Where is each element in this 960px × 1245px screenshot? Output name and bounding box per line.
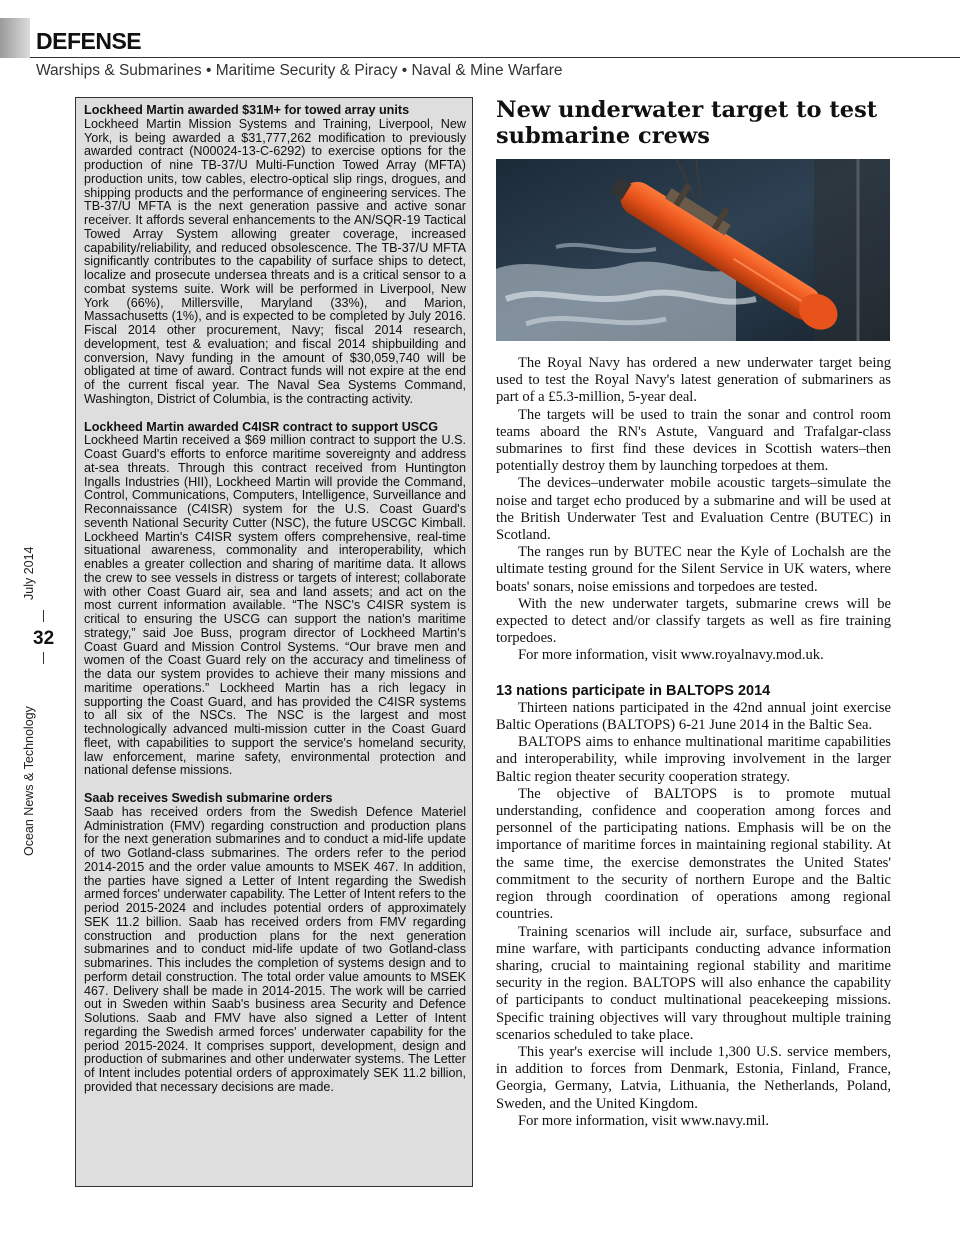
body-paragraph: For more information, visit www.royalnavy.mod.uk. — [518, 647, 824, 664]
body-paragraph: For more information, visit www.navy.mil. — [518, 1112, 770, 1129]
header-divider — [30, 57, 960, 58]
body-paragraph: This year's exercise will include 1,300 U.S. service members, in addition to forces from Denmark, Estonia, Finland, France, Georgia, Germany, Latvia, Lithuania, the Netherlands, Poland, Sweden, and the United Kingdom. — [496, 1043, 891, 1112]
body-paragraph: With the new underwater targets, submarine crews will be expected to detect and/or classify targets as well as fire training torpedoes. — [496, 595, 891, 647]
baltops-headline: 13 nations participate in BALTOPS 2014 — [496, 682, 771, 699]
sidebar-divider — [43, 610, 44, 622]
body-paragraph: The ranges run by BUTEC near the Kyle of Lochalsh are the ultimate testing ground for the Silent Service in UK waters, where boats' sonars, noise emissions and torpedoes are tested. — [496, 544, 891, 595]
publication-name: Ocean News & Technology — [22, 706, 36, 856]
body-paragraph: Thirteen nations participated in the 42nd annual joint exercise Baltic Operations (BALTOPS) 6-21 June 2014 in the Baltic Sea. — [496, 699, 891, 734]
brief-headline: Lockheed Martin awarded C4ISR contract to support USCG — [84, 419, 439, 434]
sidebar-divider — [43, 652, 44, 664]
page-sidebar — [22, 528, 62, 858]
issue-date: July 2014 — [22, 546, 36, 600]
news-briefs-box — [75, 97, 473, 1187]
brief-body: Saab has received orders from the Swedish Defence Materiel Administration (FMV) regarding construction and production plans for the next generation submarines and to conduct a mid-life update of two Gotland-class submarines. The orders refer to the period 2014-2015 and the order value amounts to MSEK 467. In addition, the parties have signed a Letter of Intent regarding the Swedish armed forces' underwater capability. The Letter of Intent refers to the period 2015-2024 and includes potential orders of approximately SEK 11.2 billion. Saab has received orders from FMV regarding construction and production plans for the next generation submarines and to conduct mid-life update of two Gotland-class submarines. This includes the completion of systems design and to perform detail construction. The total order value amounts to MSEK 467. Delivery shall be made in 2014-2015. The work will be carried out in Sweden within Saab's business area Security and Defence Solutions. Saab and FMV have also signed a Letter of Intent regarding the Swedish armed forces' underwater capability for the period 2015-2024. It comprises support, development, design and production of submarines and other underwater systems. The Letter of Intent includes potential orders of approximately SEK 11.2 billion, provided that necessary decisions are made. — [84, 804, 466, 1094]
news-brief — [84, 792, 466, 1095]
feature-column — [496, 97, 891, 1130]
section-title: DEFENSE — [36, 28, 142, 54]
brief-headline: Lockheed Martin awarded $31M+ for towed array units — [84, 103, 410, 117]
body-paragraph: The devices–underwater mobile acoustic targets–simulate the noise and target echo produced by a submarine and will be used at the British Underwater Test and Evaluation Centre (BUTEC) in Scotland. — [496, 475, 891, 544]
feature-body — [496, 355, 891, 1130]
brief-headline: Saab receives Swedish submarine orders — [84, 791, 333, 805]
header-tab — [0, 18, 30, 58]
section-subtitle: Warships & Submarines • Maritime Security & Piracy • Naval & Mine Warfare — [36, 62, 563, 79]
body-paragraph: Training scenarios will include air, surface, subsurface and mine warfare, with participants conducting advance information sharing, crucial to maintaining regional stability and maritime security in the region. BALTOPS will also enhance the capability of participants to conduct multinational peacekeeping missions. Specific training objectives will vary throughout multiple training scenarios scheduled to take place. — [496, 923, 891, 1043]
brief-body: Lockheed Martin received a $69 million contract to support the U.S. Coast Guard's efforts to enforce maritime sovereignty and address at-sea threats. Through this contract received from Huntington Ingalls Industries (HII), Lockheed Martin will provide the Command, Control, Communications, Computers, Intelligence, Surveillance and Reconnaissance (C4ISR) system for the U.S. Coast Guard's seventh National Security Cutter (NSC), the future USCGC Kimball. Lockheed Martin's C4ISR system offers comprehensive, real-time situational awareness, commonality and interoperability, which enables a greater collection and sharing of maritime data. It allows the crew to see vessels in distress or targets of interest; collaborate with other Coast Guard air, sea and land assets; and act on the most current information available. “The NSC's C4ISR system is critical to ensuring the USCG can support the nation's maritime strategy,” said Joe Buss, program director of Lockheed Martin's Coast Guard and Mission Control Systems. “Our brave men and women of the Coast Guard rely on the accuracy and timeliness of the data our system provides to achieve their many missions and maritime operations.” Lockheed Martin has a rich legacy in supporting the Coast Guard, and has provided the C4ISR systems to all six of the NSCs. The NSC is the largest and most technologically advanced multi-mission cutter in the Coast Guard fleet, with capabilities to support the service's homeland security, law enforcement, marine safety, environmental protection and national defense missions. — [84, 433, 466, 778]
body-paragraph: BALTOPS aims to enhance multinational maritime capabilities and interoperability, while improving involvement in the larger Baltic region theater security cooperation strategy. — [496, 734, 891, 785]
news-brief — [84, 104, 466, 407]
body-paragraph: The objective of BALTOPS is to promote mutual understanding, confidence and cooperation among forces and personnel of the participating nations. Emphasis will be on the importance of maritime forces in maintaining regional stability. At the same time, the exercise demonstrates the United States' commitment to the security of northern Europe and the Baltic region through coordination of operations among regional countries. — [496, 785, 891, 923]
feature-headline: New underwater target to test submarine crews — [496, 97, 878, 149]
body-paragraph: The Royal Navy has ordered a new underwater target being used to test the Royal Navy's latest generation of submariners as part of a £5.3-million, 5-year deal. — [496, 355, 891, 406]
underwater-target-photo — [496, 159, 890, 341]
body-paragraph: The targets will be used to train the sonar and control room teams aboard the RN's Astute, Vanguard and Trafalgar-class submarines to first find these devices in Scottish waters–then potentially destroy them by launching torpedoes at them. — [496, 406, 891, 475]
brief-body: Lockheed Martin Mission Systems and Training, Liverpool, New York, is being awarded a $31,777,262 modification to previously awarded contract (N00024-13-C-6292) to exercise options for the production of nine TB-37/U Multi-Function Towed Array (MFTA) production units, tow cables, electro-optical slip rings, drogues, and shipping products and the performance of engineering services. The TB-37/U MFTA is the next generation passive and active sonar receiver. It affords several enhancements to the AN/SQR-19 Tactical Towed Array System allowing greater coverage, increased capability/reliability, and reduced obsolescence. The TB-37/U MFTA significantly contributes to the capability of surface ships to detect, localize and prosecute undersea threats and is a critical sensor to a combat systems suite. Work will be performed in Liverpool, New York (66%), Millersville, Maryland (33%), and Marion, Massachusetts (1%), and is expected to be completed by July 2016. Fiscal 2014 other procurement, Navy; fiscal 2014 research, development, test & evaluation; and fiscal 2014 shipbuilding and conversion, Navy funding in the amount of $30,059,740 will be obligated at time of award. Contract funds will not expire at the end of the current fiscal year. The Naval Sea Systems Command, Washington, District of Columbia, is the contracting activity. — [84, 116, 466, 406]
news-brief — [84, 421, 466, 779]
page-number: 32 — [33, 628, 55, 649]
